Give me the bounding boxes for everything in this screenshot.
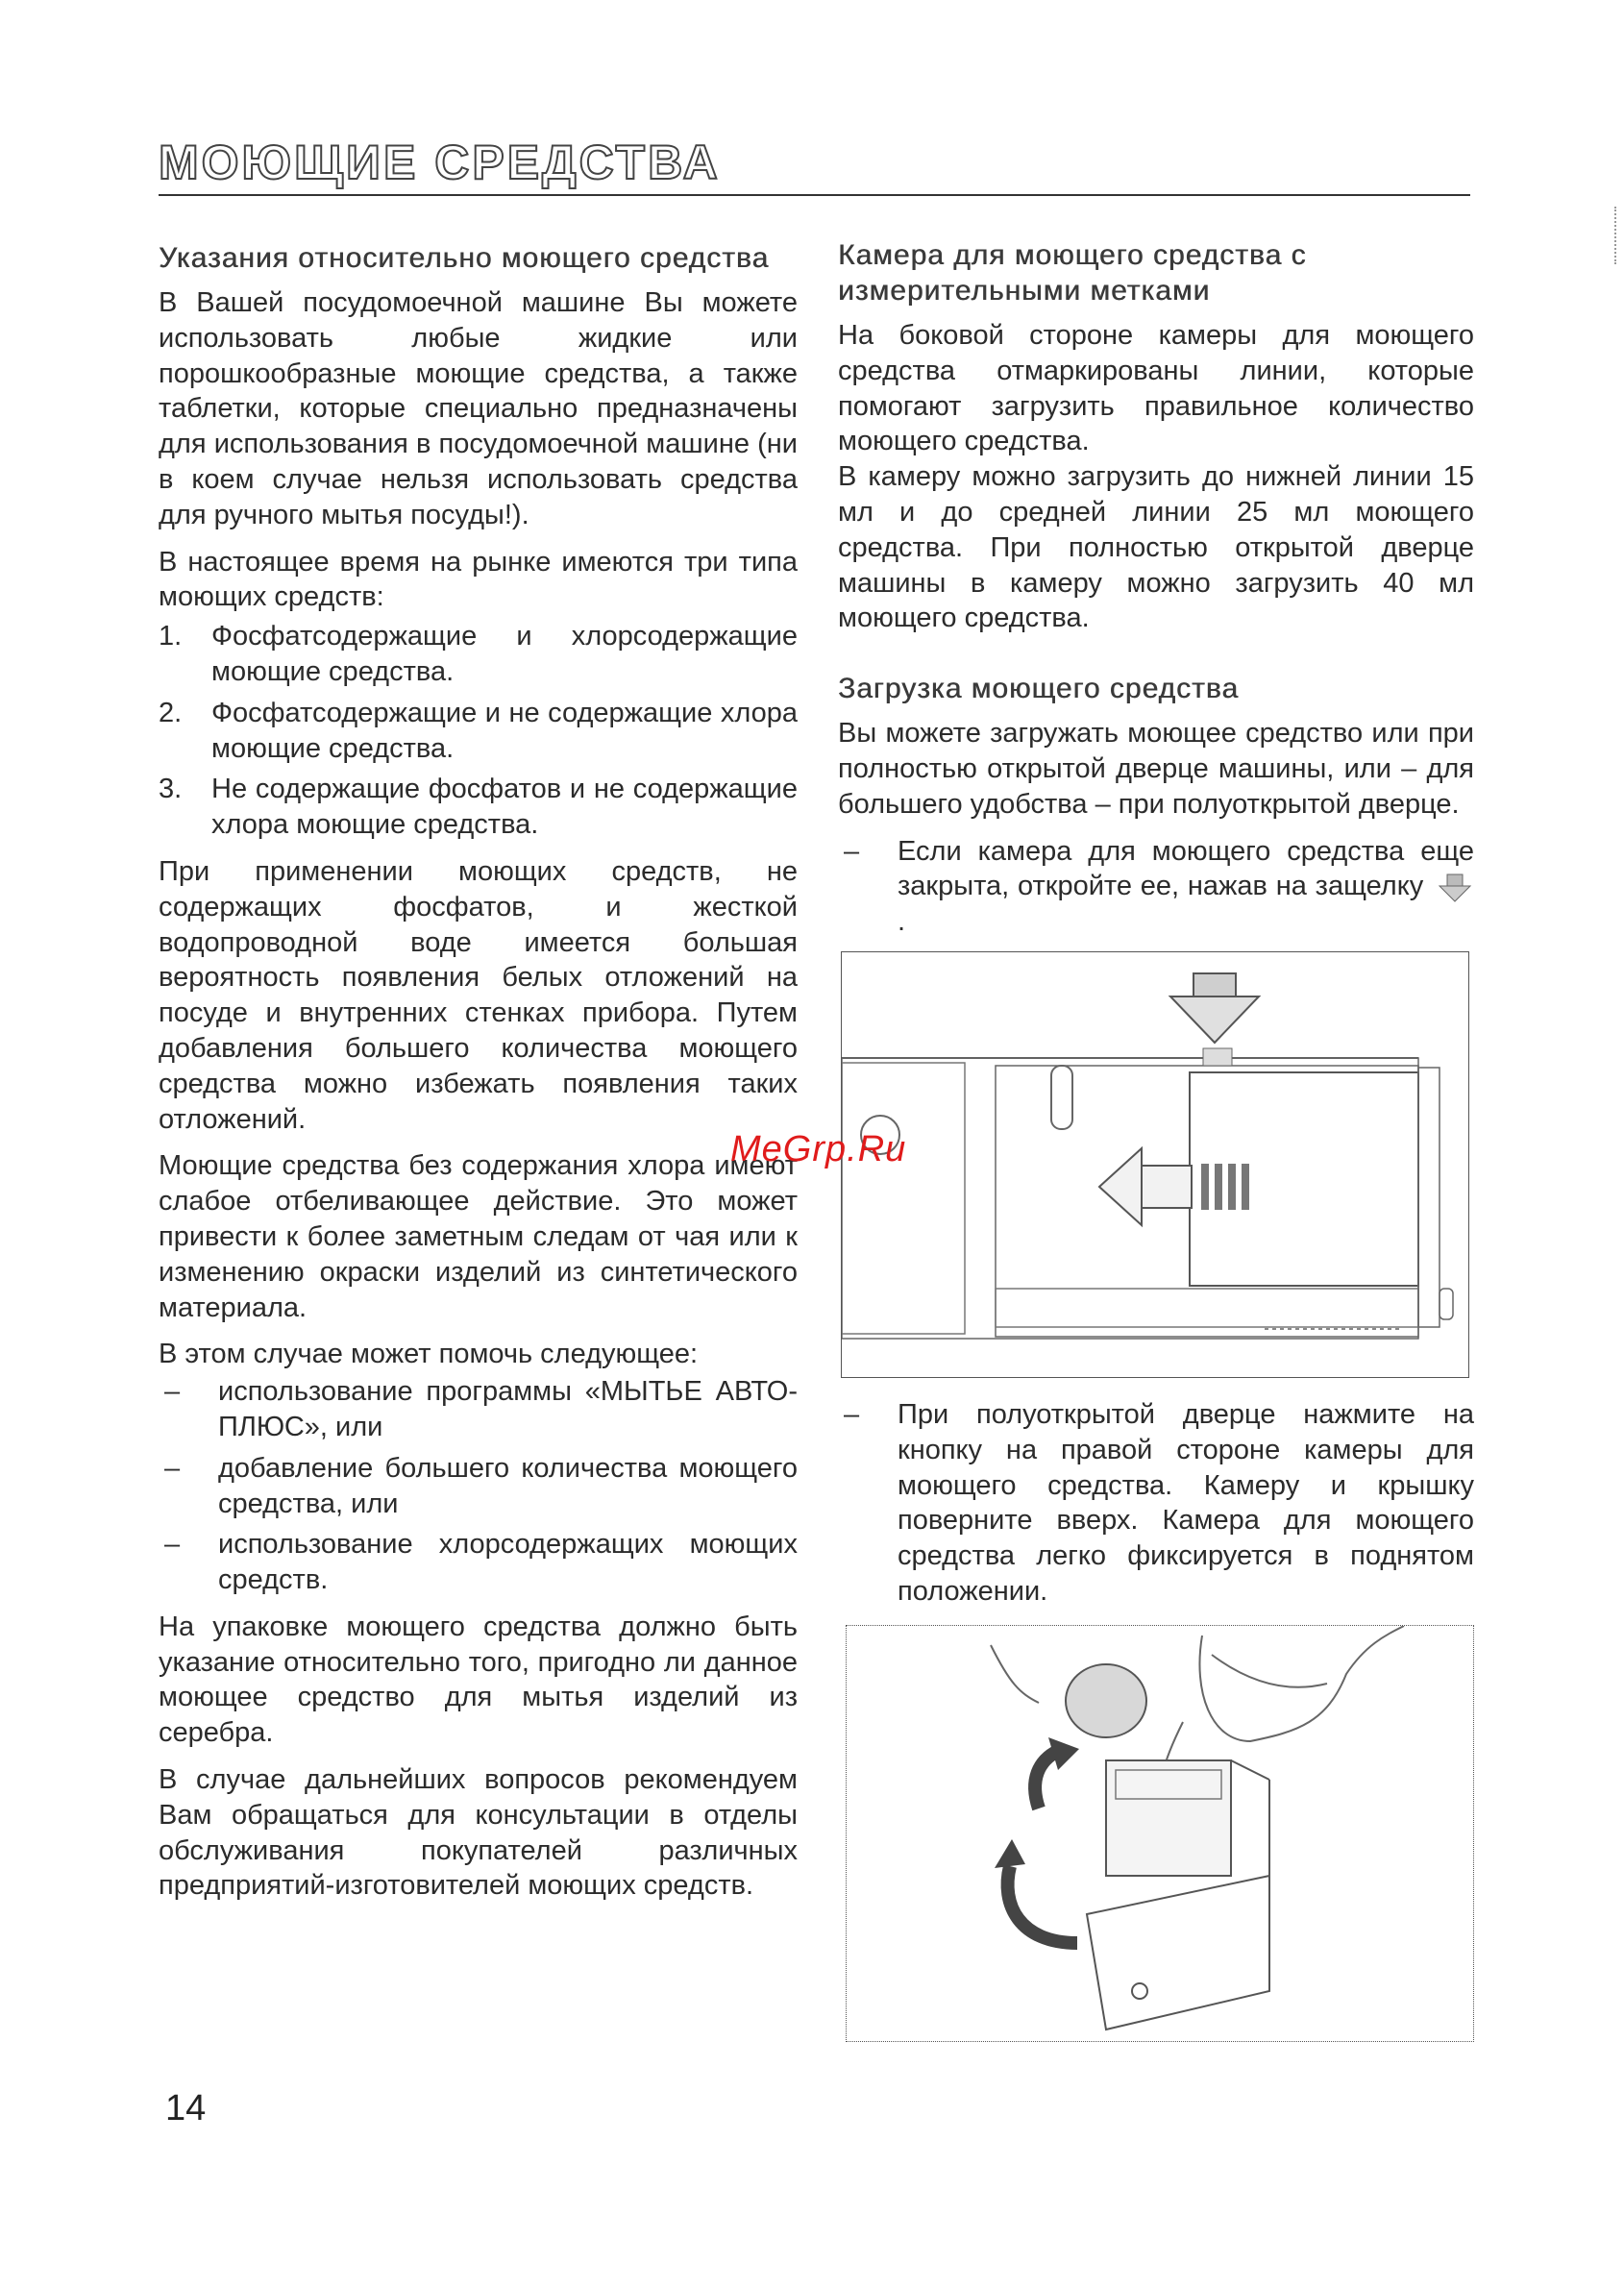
right-column — [838, 237, 1474, 2061]
page-number: 14 — [165, 2088, 207, 2128]
list-item: – добавление большего количества моющего средства, или — [164, 1452, 798, 1519]
list-item: – Если камера для моющего средства еще закрыта, откройте ее, нажав на защелку . — [844, 835, 1474, 938]
paragraph: В настоящее время на рынке имеются три типа моющих средств: — [159, 546, 798, 613]
watermark: MeGrp.Ru — [730, 1129, 907, 1169]
paragraph: В случае дальнейших вопросов рекомендуем Вам обращаться для консультации в отделы обслуживания покупателей различных предприятий-изготовителей моющих средств. — [159, 1764, 798, 1902]
list-item: 3. Не содержащие фосфатов и не содержащие хлора моющие средства. — [159, 774, 798, 841]
section-heading-dispenser: Камера для моющего средства с измерительными метками — [838, 239, 1307, 307]
remedies-list — [159, 1374, 798, 1598]
slide-left-arrow-icon — [1099, 1148, 1192, 1225]
list-item: – При полуоткрытой дверце нажмите на кнопку на правой стороне камеры для моющего средства. Камеру и крышку поверните вверх. Камера для моющего средства легко фиксируется в поднятом положении. — [844, 1398, 1474, 1607]
paragraph: В камеру можно загрузить до нижней линии 15 мл и до средней линии 25 мл моющего средства. При полностью открытой дверце машины в камеру можно загрузить 40 мл моющего средства. — [838, 461, 1474, 634]
paragraph: Моющие средства без содержания хлора имеют слабое отбеливающее действие. Это может привести к более заметным следам от чая или к изменению окраски изделий из синтетического материала. — [159, 1150, 798, 1323]
section-heading-detergent-notes: Указания относительно моющего средства — [159, 242, 770, 274]
paragraph: На упаковке моющего средства должно быть указание относительно того, пригодно ли данное моющее средство для мытья изделий из серебра. — [159, 1611, 798, 1749]
step-list — [838, 1397, 1474, 1610]
rotate-up-arrow-icon — [995, 1839, 1077, 1943]
list-item: 2. Фосфатсодержащие и не содержащие хлора моющие средства. — [159, 697, 798, 764]
list-item: – использование хлорсодержащих моющих средств. — [164, 1529, 798, 1596]
press-down-arrow-icon — [1170, 973, 1259, 1043]
paragraph: Вы можете загружать моющее средство или при полностью открытой дверце машины, или – для большего удобства – при полуоткрытой дверце. — [838, 718, 1474, 820]
fingertip-icon — [1066, 1664, 1146, 1737]
dispenser-drawing — [842, 952, 1468, 1377]
paragraph: При применении моющих средств, не содержащих фосфатов, и жесткой водопроводной воде имеется большая вероятность появления белых отложений на посуде и внутренних стенках прибора. Путем добавления большего количества моющего средства можно избежать появления таких отложений. — [159, 855, 798, 1135]
edge-mark — [1614, 207, 1619, 264]
step-list — [838, 834, 1474, 940]
section-heading-loading: Загрузка моющего средства — [838, 673, 1240, 705]
paragraph: На боковой стороне камеры для моющего средства отмаркированы линии, которые помогают загрузить правильное количество моющего средства. — [838, 320, 1474, 457]
rotate-up-arrow-icon — [1035, 1737, 1079, 1808]
latch-arrow-icon — [1436, 873, 1474, 903]
left-column — [159, 240, 798, 1915]
dispenser-latch-illustration — [841, 951, 1469, 1378]
list-item: 1. Фосфатсодержащие и хлорсодержащие моющие средства. — [159, 621, 798, 687]
list-item: – использование программы «МЫТЬЕ АВТО-ПЛЮС», или — [164, 1376, 798, 1442]
paragraph: В этом случае может помочь следующее: — [159, 1339, 699, 1370]
dispenser-lift-illustration — [846, 1625, 1474, 2042]
paragraph: В Вашей посудомоечной машине Вы можете использовать любые жидкие или порошкообразные моющие средства, а также таблетки, которые специально предназначены для использования в посудомоечной машине (ни в коем случае нельзя использовать средства для ручного мытья посуды!). — [159, 287, 798, 530]
detergent-types-list — [159, 619, 798, 843]
title-rule — [159, 194, 1470, 196]
dispenser-lift-drawing — [847, 1626, 1473, 2041]
page-title: МОЮЩИЕ СРЕДСТВА — [159, 135, 721, 189]
